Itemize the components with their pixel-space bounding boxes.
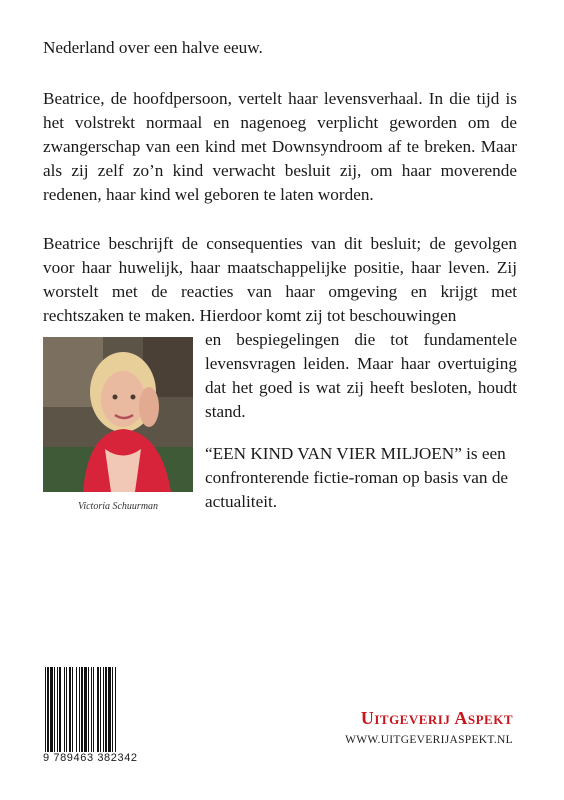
barcode-bar <box>57 667 58 755</box>
barcode-bar <box>112 667 113 755</box>
barcode-bar <box>108 667 111 755</box>
author-portrait-illustration <box>43 337 193 492</box>
paragraph-consequences-continued: en bespiegelingen die tot fundamentele levensvragen leiden. Maar haar overtuiging dat het goed is wat zij heeft besloten, houdt stand. <box>205 330 517 421</box>
barcode-bar <box>84 667 87 755</box>
barcode-bar <box>45 667 46 755</box>
photo-caption: Victoria Schuurman <box>77 501 159 512</box>
barcode-bar <box>76 667 77 755</box>
barcode-bar <box>54 667 55 755</box>
publisher-logo: Uitgeverij Aspekt <box>360 708 513 728</box>
isbn-number: 9 789463 382342 <box>43 752 168 764</box>
barcode-bar <box>105 667 107 755</box>
barcode-bar <box>91 667 92 755</box>
barcode-bar <box>64 667 65 755</box>
barcode <box>43 662 168 762</box>
barcode-bar <box>66 667 67 755</box>
barcode-bar <box>79 667 80 755</box>
barcode-bar <box>47 667 49 755</box>
barcode-bar <box>81 667 83 755</box>
paragraph-consequences: Beatrice beschrijft de consequenties van dit besluit; de gevolgen voor haar huwelijk, haar maatschappelijke positie, haar leven. Zij worstelt met de reacties van haar omgeving en krijgt met rechtszaken te maken. Hierdoor komt zij tot beschouwingen <box>43 234 517 325</box>
paragraph-synopsis: Beatrice, de hoofdpersoon, vertelt haar levensverhaal. In die tijd is het volstrekt normaal en nagenoeg verplicht geworden om de zwangerschap van een kind met Downsyndroom af te breken. Maar als zij zelf zo’n kind verwacht besluit zij, om haar moverende redenen, haar kind wel geboren te laten worden. <box>43 89 517 204</box>
barcode-bar <box>100 667 101 755</box>
paragraph-closing: “EEN KIND VAN VIER MILJOEN” is een confronterende fictie-roman op basis van de actualiteit. <box>205 444 509 511</box>
barcode-bar <box>115 667 116 755</box>
barcode-bar <box>88 667 89 755</box>
barcode-bar <box>103 667 104 755</box>
barcode-bar <box>59 667 61 755</box>
barcode-bar <box>72 667 73 755</box>
barcode-bar <box>93 667 94 755</box>
barcode-bar <box>97 667 99 755</box>
barcode-bar <box>69 667 71 755</box>
intro-line: Nederland over een halve eeuw. <box>43 38 263 57</box>
publisher-website: WWW.UITGEVERIJASPEKT.NL <box>345 734 513 746</box>
author-photo <box>43 337 193 492</box>
barcode-bar <box>50 667 53 755</box>
